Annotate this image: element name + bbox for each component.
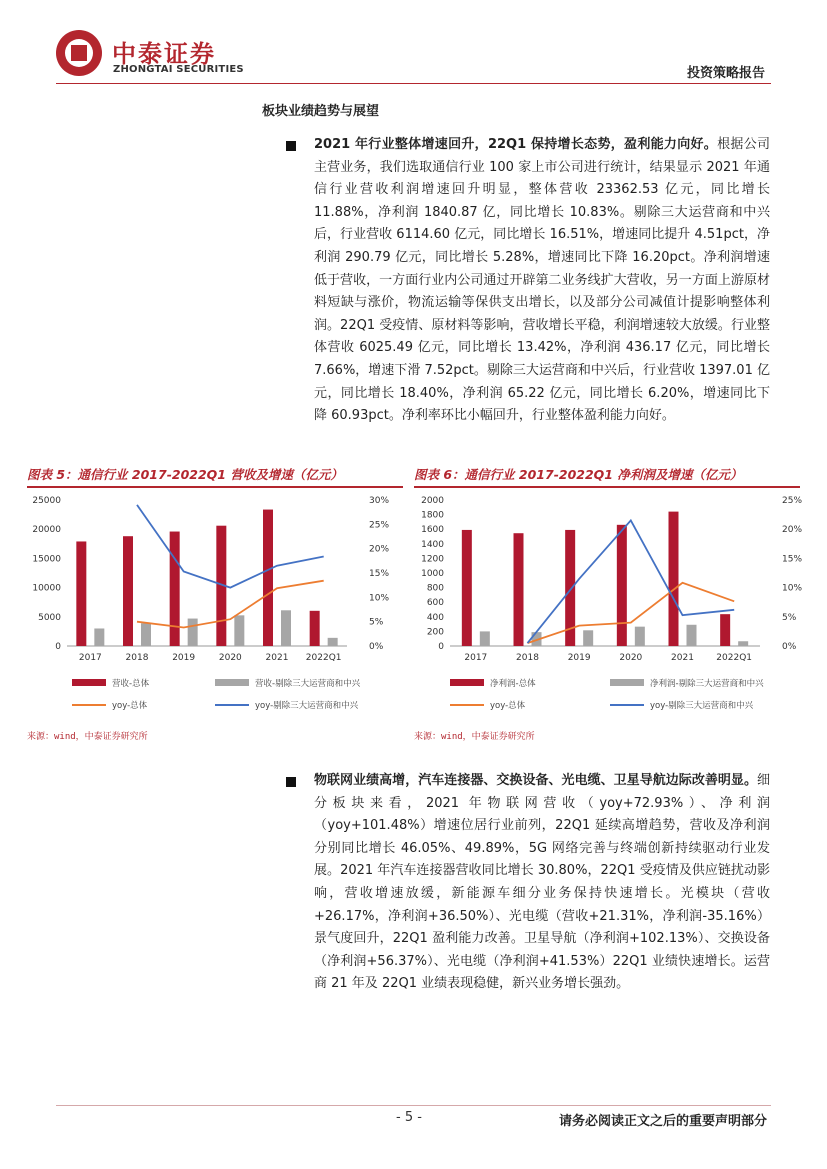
left-axis-tick-label: 200 [426, 627, 444, 638]
paragraph-industry-overview [314, 134, 770, 428]
bar [328, 638, 338, 646]
bar [480, 631, 490, 646]
right-axis-tick-label: 25% [782, 496, 803, 506]
x-axis-tick-label: 2021 [265, 653, 289, 663]
x-axis-tick-label: 2019 [172, 653, 196, 663]
right-axis-tick-label: 0% [782, 642, 797, 652]
left-axis-tick-label: 20000 [32, 525, 61, 536]
left-axis-tick-label: 800 [426, 583, 444, 594]
bar [669, 512, 679, 646]
x-axis-tick-label: 2018 [125, 653, 149, 663]
paragraph-subsector-performance [314, 770, 770, 996]
bar [170, 532, 180, 646]
left-axis-tick-label: 600 [426, 598, 444, 609]
legend-label: yoy-总体 [112, 701, 148, 711]
left-axis-tick-label: 25000 [32, 496, 61, 506]
paragraph-body: 细分板块来看，2021 年物联网营收（yoy+72.93%）、净利润（yoy+101.48%）增速位居行业前列，22Q1 延续高增趋势，营收及净利润分别同比增长 46.05%、49.89%，5G 网络完善与终端创新持续驱动行业发展。2021 年汽车连接器营收同比增长 30.80%，22Q1 受疫情及供应链扰动影响，营收增速放缓，新能源车细分业务保持快速增长。光模块（营收+26.17%，净利润+36.50%）、光电缆（营收+21.31%，净利润-35.16%）景气度回升，22Q1 盈利能力改善。卫星导航（净利润+102.13%）、交换设备（净利润+56.37%）、光电缆（净利润+41.53%）22Q1 业绩快速增长。运营商 21 年及 22Q1 业绩表现稳健，新兴业务增长强劲。 [314, 773, 770, 992]
company-logo [56, 30, 256, 80]
report-type-label: 投资策略报告 [686, 66, 765, 81]
legend-label: 净利润-剔除三大运营商和中兴 [650, 679, 764, 689]
x-axis-tick-label: 2022Q1 [305, 653, 342, 663]
left-axis-tick-label: 1000 [421, 569, 444, 579]
figure-6-title: 图表 6：通信行业 2017-2022Q1 净利润及增速（亿元） [414, 467, 743, 482]
left-axis-tick-label: 15000 [32, 554, 61, 565]
header-divider [56, 83, 771, 84]
figure-5-source: 来源：wind，中泰证券研究所 [27, 732, 148, 742]
legend-label: yoy-总体 [490, 701, 526, 711]
figure-6-underline [414, 486, 800, 488]
bar [76, 541, 86, 646]
paragraph-lead: 物联网业绩高增，汽车连接器、交换设备、光电缆、卫星导航边际改善明显。 [314, 773, 757, 788]
left-axis-tick-label: 5000 [38, 612, 61, 623]
footer-disclaimer: 请务必阅读正文之后的重要声明部分 [558, 1114, 767, 1129]
right-axis-tick-label: 20% [369, 544, 390, 555]
legend-swatch [215, 679, 249, 686]
bar [141, 623, 151, 646]
paragraph-lead: 2021 年行业整体增速回升，22Q1 保持增长态势，盈利能力向好。 [314, 137, 718, 152]
legend-label: 营收-剔除三大运营商和中兴 [255, 679, 361, 689]
legend-swatch [72, 679, 106, 686]
x-axis-tick-label: 2017 [464, 653, 488, 663]
left-axis-tick-label: 1200 [421, 554, 444, 565]
paragraph-body: 根据公司主营业务，我们选取通信行业 100 家上市公司进行统计，结果显示 2021 年通信行业营收利润增速回升明显，整体营收 23362.53 亿元，同比增长 11.88%，净利润 1840.87 亿，同比增长 10.83%。剔除三大运营商和中兴后，行业营收 6114.60 亿元，同比增长 16.51%，增速同比提升 4.51pct，净利润 290.79 亿元，同比增长 5.28%，增速同比下降 16.20pct。净利润增速低于营收，一方面行业内公司通过开辟第二业务线扩大营收，另一方面上游原材料短缺与涨价，物流运输等保供支出增长，以及部分公司减值计提影响整体利润。22Q1 受疫情、原材料等影响，营收增长平稳，利润增速较大放缓。行业整体营收 6025.49 亿元，同比增长 13.42%，净利润 436.17 亿元，同比增长 7.66%，增速下滑 7.52pct。剔除三大运营商和中兴后，行业营收 1397.01 亿元，同比增长 18.40%，净利润 65.22 亿元，同比增长 6.20%，增速同比下降 60.93pct。净利率环比小幅回升，行业整体盈利能力向好。 [314, 137, 770, 424]
bar [123, 536, 133, 646]
bar [617, 525, 627, 646]
legend-label: yoy-剔除三大运营商和中兴 [255, 701, 359, 711]
left-axis-tick-label: 0 [55, 642, 61, 652]
figure-6-source: 来源：wind，中泰证券研究所 [414, 732, 535, 742]
right-axis-tick-label: 15% [782, 554, 803, 565]
left-axis-tick-label: 0 [438, 642, 444, 652]
legend-swatch [450, 679, 484, 686]
bar [234, 615, 244, 646]
legend-label: 净利润-总体 [490, 679, 536, 689]
left-axis-tick-label: 1600 [421, 525, 444, 536]
x-axis-tick-label: 2017 [78, 653, 102, 663]
right-axis-tick-label: 5% [369, 617, 384, 628]
net-profit-chart [414, 490, 803, 720]
bullet-icon [286, 141, 296, 151]
bar [687, 625, 697, 646]
left-axis-tick-label: 1400 [421, 539, 444, 550]
bar [94, 628, 104, 646]
left-axis-tick-label: 400 [426, 612, 444, 623]
bar [462, 530, 472, 646]
series-line [528, 520, 735, 643]
x-axis-tick-label: 2020 [619, 653, 643, 663]
bar [514, 533, 524, 646]
figure-5-underline [27, 486, 403, 488]
bar [583, 630, 593, 646]
legend-label: 营收-总体 [112, 679, 150, 689]
left-axis-tick-label: 10000 [32, 583, 61, 594]
right-axis-tick-label: 10% [782, 583, 803, 594]
x-axis-tick-label: 2022Q1 [716, 653, 753, 663]
logo-chinese-name: 中泰证券 [112, 40, 216, 68]
series-line [137, 505, 324, 588]
bar [635, 627, 645, 646]
bar [738, 641, 748, 646]
x-axis-tick-label: 2018 [516, 653, 539, 663]
bar [310, 611, 320, 646]
x-axis-tick-label: 2021 [671, 653, 694, 663]
right-axis-tick-label: 15% [369, 569, 390, 579]
footer-divider [56, 1105, 771, 1106]
x-axis-tick-label: 2019 [567, 653, 591, 663]
left-axis-tick-label: 1800 [421, 510, 444, 521]
figure-5-title: 图表 5：通信行业 2017-2022Q1 营收及增速（亿元） [27, 467, 343, 482]
revenue-chart [27, 490, 403, 720]
legend-label: yoy-剔除三大运营商和中兴 [650, 701, 754, 711]
left-axis-tick-label: 2000 [421, 496, 444, 506]
page-number: - 5 - [396, 1110, 422, 1125]
right-axis-tick-label: 20% [782, 525, 803, 536]
bar [281, 610, 291, 646]
right-axis-tick-label: 10% [369, 593, 390, 604]
right-axis-tick-label: 5% [782, 612, 797, 623]
bullet-icon [286, 777, 296, 787]
bar [263, 510, 273, 646]
legend-swatch [610, 679, 644, 686]
bar [188, 619, 198, 646]
right-axis-tick-label: 25% [369, 520, 390, 531]
x-axis-tick-label: 2020 [218, 653, 242, 663]
right-axis-tick-label: 0% [369, 642, 384, 652]
right-axis-tick-label: 30% [369, 496, 390, 506]
logo-emblem-icon [56, 30, 102, 76]
logo-english-name: ZHONGTAI SECURITIES [113, 64, 244, 75]
section-title: 板块业绩趋势与展望 [262, 104, 380, 119]
bar [720, 614, 730, 646]
